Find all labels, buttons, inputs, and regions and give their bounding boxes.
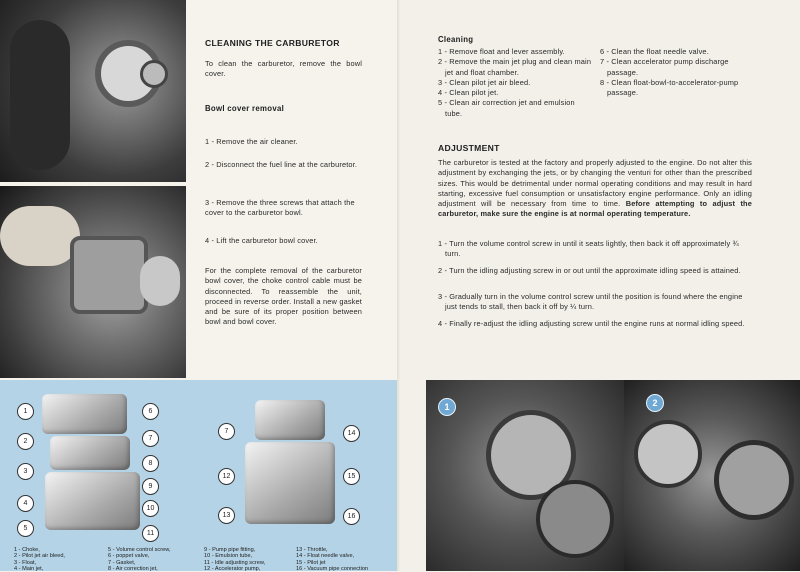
- cleaning-step: 7 - Clean accelerator pump discharge passage.: [600, 57, 729, 77]
- legend-column-2: [108, 547, 171, 572]
- gasket-part: [50, 436, 130, 470]
- legend-item: 6 - poppet valve,: [108, 553, 150, 560]
- legend-item: 10 - Emulsion tube,: [204, 553, 253, 560]
- diagram-marker-2: 2: [17, 433, 34, 450]
- legend-item: 9 - Pump pipe fitting,: [204, 547, 256, 553]
- diagram-marker-3: 3: [17, 463, 34, 480]
- callout-1-icon: 1: [438, 398, 456, 416]
- generator-shape: [714, 440, 794, 520]
- reassembly-paragraph: For the complete removal of the carburetor bowl cover, the choke control cable must be disconnected. To reassemble the unit, proceed in reverse order. Install a new gasket and be sure of its proper position between bowl and bowl cover.: [205, 266, 362, 327]
- diagram-marker-12: 12: [218, 468, 235, 485]
- legend-item: 12 - Accelerator pump,: [204, 565, 261, 572]
- adjustment-step-2: 2 - Turn the idling adjusting screw in or out until the approximate idling speed is attained.: [438, 266, 741, 275]
- adjustment-paragraph: [438, 158, 752, 220]
- legend-item: 5 - Volume control screw,: [108, 547, 171, 553]
- bowl-cover-subheading: Bowl cover removal: [205, 104, 285, 113]
- hand-shape: [0, 206, 80, 266]
- cleaning-heading: Cleaning: [438, 35, 474, 44]
- legend-item: 16 - Vacuum pipe connection: [296, 565, 369, 572]
- diagram-marker-14: 14: [343, 425, 360, 442]
- removal-step-2: 2 - Disconnect the fuel line at the carburetor.: [205, 160, 358, 169]
- legend-item: 11 - Idle adjusting screw,: [204, 559, 266, 566]
- adjustment-heading: ADJUSTMENT: [438, 143, 500, 153]
- legend-item: 14 - Float needle valve,: [296, 553, 355, 560]
- legend-item: 2 - Pilot jet air bleed,: [14, 553, 65, 560]
- legend-column-3: [204, 547, 265, 572]
- diagram-marker-5: 5: [17, 520, 34, 537]
- carburetor-exploded-diagram: [0, 380, 397, 571]
- legend-item: 13 - Throttle,: [296, 547, 328, 553]
- diagram-marker-11: 11: [142, 525, 159, 542]
- diagram-marker-1: 1: [17, 403, 34, 420]
- diagram-marker-4: 4: [17, 495, 34, 512]
- diagram-marker-7b: 7: [218, 423, 235, 440]
- adjustment-text: The carburetor is tested at the factory and properly adjusted to the engine. Do not alter this adjustment by exchanging the jets, or by changing the venturi for other than the prescribed sizes. This would be detrimental under normal operating conditions and may result in hard starting, excessive fuel consumption or unsatisfactory engine performance. Only an idling adjustment will be necessary from time to time.: [438, 158, 752, 209]
- removal-step-4: 4 - Lift the carburetor bowl cover.: [205, 236, 318, 245]
- cover-top-part: [255, 400, 325, 440]
- nut-shape: [140, 60, 168, 88]
- diagram-marker-9: 9: [142, 478, 159, 495]
- cleaning-list-2: [600, 47, 755, 98]
- legend-column-1: [14, 547, 65, 572]
- diagram-marker-13: 13: [218, 507, 235, 524]
- right-page: [400, 0, 800, 571]
- diagram-marker-6: 6: [142, 403, 159, 420]
- legend-item: 3 - Float,: [14, 559, 37, 566]
- cleaning-step: 1 - Remove float and lever assembly.: [438, 47, 565, 56]
- cleaning-step: 4 - Clean pilot jet.: [438, 88, 499, 98]
- adjustment-step-3: 3 - Gradually turn in the volume control screw until the position is found where the engine just tends to stall, then back it off by ¼ turn.: [438, 292, 743, 312]
- removal-step-3: 3 - Remove the three screws that attach the cover to the carburetor bowl.: [205, 198, 355, 218]
- air-filter-shape: [140, 256, 180, 306]
- adjustment-warning: Before attempting to adjust the carburetor, make sure the engine is at normal operating temperature.: [438, 199, 752, 219]
- cleaning-list-1: [438, 47, 593, 119]
- bowl-side-part: [245, 442, 335, 524]
- adjustment-step-1: 1 - Turn the volume control screw in until it seats lightly, then back it off approximately ¾ turn.: [438, 239, 739, 259]
- cleaning-step: 8 - Clean float-bowl-to-accelerator-pump passage.: [600, 77, 739, 98]
- bowl-cover-part: [42, 394, 127, 434]
- carburetor-shape: [70, 236, 148, 314]
- volume-screw-photo: [426, 380, 630, 571]
- adjustment-step-4: 4 - Finally re-adjust the idling adjusting screw until the engine runs at normal idling speed.: [438, 319, 745, 328]
- diagram-marker-10: 10: [142, 500, 159, 517]
- carburetor-cleaning-title: CLEANING THE CARBURETOR: [205, 38, 340, 48]
- cleaning-step: 2 - Remove the main jet plug and clean main jet and float chamber.: [438, 57, 592, 77]
- diagram-marker-8: 8: [142, 455, 159, 472]
- idle-screw-photo: [624, 380, 800, 571]
- diagram-marker-16: 16: [343, 508, 360, 525]
- pulley-shape: [536, 480, 614, 558]
- legend-item: 15 - Pilot jet: [296, 559, 326, 566]
- engine-pulley-photo: [0, 0, 186, 182]
- carburetor-cover-removal-photo: [0, 186, 186, 378]
- fan-belt-shape: [10, 20, 70, 170]
- legend-item: 1 - Choke,: [14, 547, 40, 553]
- cleaning-step: 6 - Clean the float needle valve.: [600, 47, 709, 56]
- legend-column-4: [296, 547, 368, 572]
- bowl-part: [45, 472, 140, 530]
- cleaning-step: 3 - Clean pilot jet air bleed.: [438, 77, 531, 87]
- distributor-shape: [634, 420, 702, 488]
- cleaning-step: 5 - Clean air correction jet and emulsion tube.: [438, 98, 575, 118]
- removal-step-1: 1 - Remove the air cleaner.: [205, 137, 298, 146]
- callout-2-icon: 2: [646, 394, 664, 412]
- legend-item: 4 - Main jet,: [14, 565, 44, 572]
- intro-text: To clean the carburetor, remove the bowl cover.: [205, 59, 362, 79]
- legend-item: 7 - Gasket,: [108, 559, 136, 566]
- diagram-marker-15: 15: [343, 468, 360, 485]
- legend-item: 8 - Air correction jet,: [108, 565, 158, 572]
- diagram-marker-7: 7: [142, 430, 159, 447]
